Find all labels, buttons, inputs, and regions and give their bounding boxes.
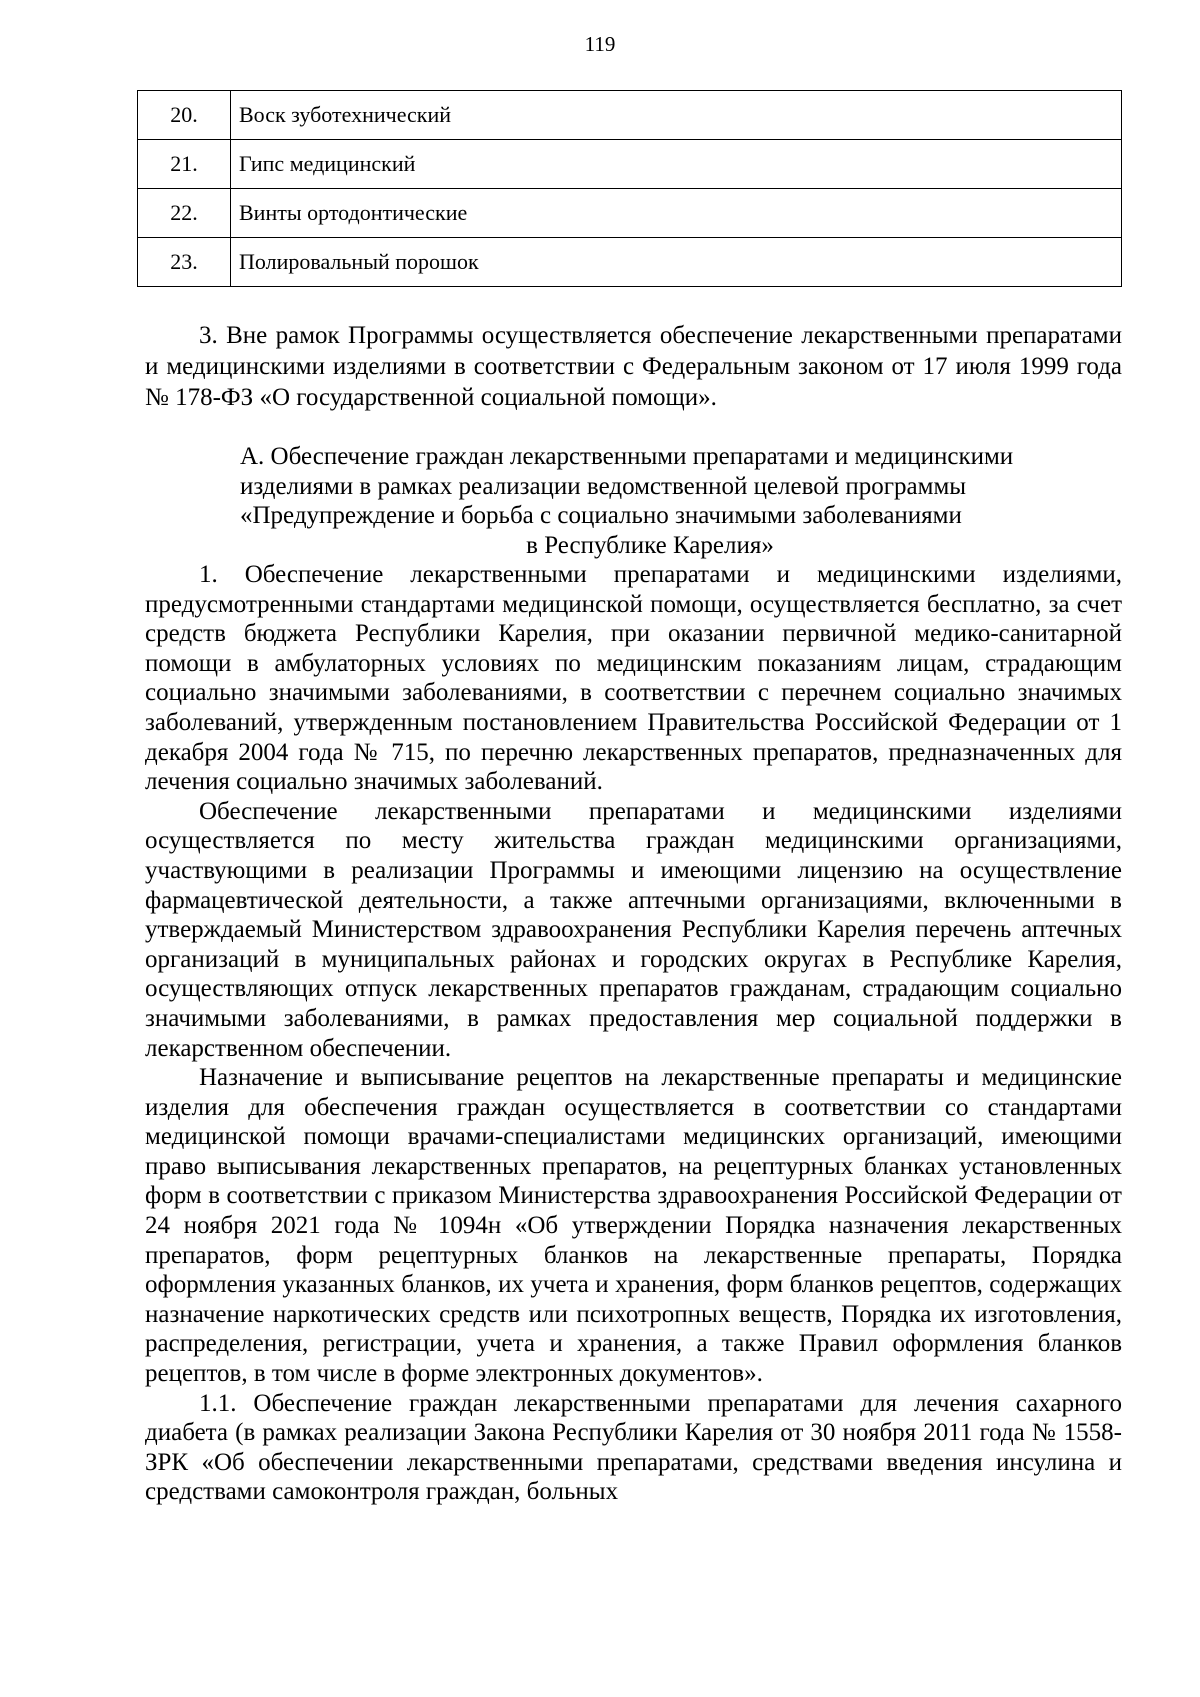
row-name: Воск зуботехнический: [231, 91, 1122, 140]
table-row: [138, 189, 1122, 238]
section-heading-line: А. Обеспечение граждан лекарственными препаратами и медицинскими: [240, 443, 1014, 470]
body-paragraph: Обеспечение лекарственными препаратами и медицинскими изделиями осуществляется по месту жительства граждан медицинскими организациями, участвующими в реализации Программы и имеющими лицензию на осуществление фармацевтической деятельности, а также аптечными организациями, включенными в утверждаемый Министерством здравоохранения Республики Карелия перечень аптечных организаций в муниципальных районах и городских округах в Республике Карелия, осуществляющих отпуск лекарственных препаратов гражданам, страдающим социально значимыми заболеваниями, в рамках предоставления мер социальной поддержки в лекарственном обеспечении.: [145, 797, 1122, 1062]
row-name: Полировальный порошок: [231, 238, 1122, 287]
section-heading-line: «Предупреждение и борьба с социально значимыми заболеваниями: [240, 502, 962, 529]
row-name: Винты ортодонтические: [231, 189, 1122, 238]
body-text: [145, 560, 1122, 1507]
table-row: [138, 140, 1122, 189]
row-number: 23.: [138, 238, 231, 287]
row-name: Гипс медицинский: [231, 140, 1122, 189]
table-row: [138, 91, 1122, 140]
items-table: [137, 90, 1122, 287]
body-paragraph: Назначение и выписывание рецептов на лекарственные препараты и медицинские изделия для обеспечения граждан осуществляется в соответствии со стандартами медицинской помощи врачами-специалистами медицинских организаций, имеющими право выписывания лекарственных препаратов, на рецептурных бланках установленных форм в соответствии с приказом Министерства здравоохранения Российской Федерации от 24 ноября 2021 года № 1094н «Об утверждении Порядка назначения лекарственных препаратов, форм рецептурных бланков на лекарственные препараты, Порядка оформления указанных бланков, их учета и хранения, форм бланков рецептов, содержащих назначение наркотических средств или психотропных веществ, Порядка их изготовления, распределения, регистрации, учета и хранения, а также Правил оформления бланков рецептов, в том числе в форме электронных документов».: [145, 1064, 1122, 1388]
body-paragraph: 1.1. Обеспечение граждан лекарственными препаратами для лечения сахарного диабета (в рамках реализации Закона Республики Карелия от 30 ноября 2011 года № 1558-ЗРК «Об обеспечении лекарственными препаратами, средствами введения инсулина и средствами самоконтроля граждан, больных: [145, 1389, 1122, 1506]
page-number: 119: [584, 32, 616, 56]
section-heading-line: в Республике Карелия»: [526, 531, 774, 559]
row-number: 22.: [138, 189, 231, 238]
section-heading: [240, 442, 1100, 560]
paragraph-3: 3. Вне рамок Программы осуществляется обеспечение лекарственными препаратами и медицинскими изделиями в соответствии с Федеральным законом от 17 июля 1999 года № 178-ФЗ «О государственной социальной помощи».: [145, 322, 1122, 411]
body-paragraph: 1. Обеспечение лекарственными препаратами и медицинскими изделиями, предусмотренными стандартами медицинской помощи, осуществляется бесплатно, за счет средств бюджета Республики Карелия, при оказании первичной медико-санитарной помощи в амбулаторных условиях по медицинским показаниям лицам, страдающим социально значимыми заболеваниями, в соответствии с перечнем социально значимых заболеваний, утвержденным постановлением Правительства Российской Федерации от 1 декабря 2004 года № 715, по перечню лекарственных препаратов, предназначенных для лечения социально значимых заболеваний.: [145, 561, 1122, 796]
section-heading-line: изделиями в рамках реализации ведомственной целевой программы: [240, 472, 967, 500]
row-number: 21.: [138, 140, 231, 189]
row-number: 20.: [138, 91, 231, 140]
table-row: [138, 238, 1122, 287]
